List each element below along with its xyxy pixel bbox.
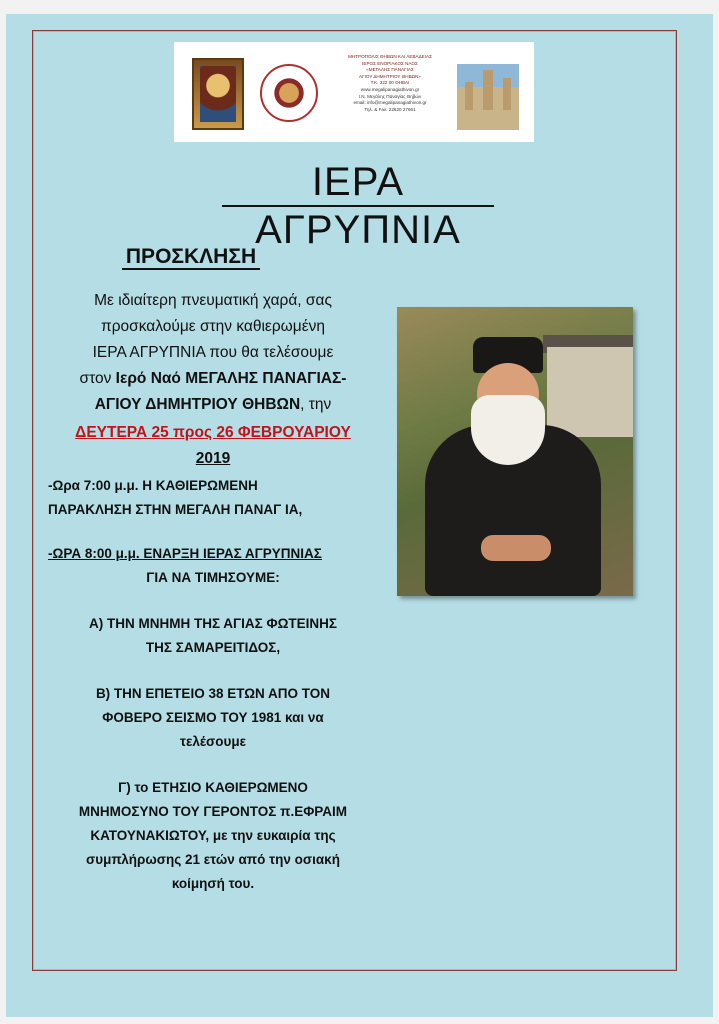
intro-line-1: Με ιδιαίτερη πνευματική χαρά, σας <box>94 292 332 309</box>
intro-line-5 <box>48 392 378 418</box>
event-date: ΔΕΥΤΕΡΑ 25 προς 26 ΦΕΒΡΟΥΑΡΙΟΥ <box>75 424 351 441</box>
church-photo <box>457 64 519 130</box>
church-seal-logo <box>260 64 318 122</box>
banner-line: ΑΓΙΟΥ ΔΗΜΗΤΡΙΟΥ ΘΗΒΩΝ» <box>359 73 421 79</box>
intro-line-5-post: , την <box>300 396 332 413</box>
item-c-line-1: Γ) το ΕΤΗΣΙΟ ΚΑΘΙΕΡΩΜΕΝΟ <box>118 780 308 795</box>
schedule-first: -Ωρα 7:00 μ.μ. Η ΚΑΘΙΕΡΩΜΕΝΗ <box>48 478 258 493</box>
item-b-line-3: τελέσουμε <box>179 734 247 749</box>
church-name-cont: ΑΓΙΟΥ ΔΗΜΗΤΡΙΟΥ ΘΗΒΩΝ <box>94 396 301 413</box>
banner-line: Ι.Ν. Μεγάλης Παναγίας Θηβών <box>358 93 422 99</box>
title-underline <box>222 205 494 207</box>
item-a-line-1: Α) ΤΗΝ ΜΝΗΜΗ ΤΗΣ ΑΓΙΑΣ ΦΩΤΕΙΝΗΣ <box>88 616 338 631</box>
intro-line-3: ΙΕΡΑ ΑΓΡΥΠΝΙΑ που θα τελέσουμε <box>92 344 334 361</box>
invitation-heading: ΠΡΟΣΚΛΗΣΗ <box>125 245 257 268</box>
item-b-line-1: Β) ΤΗΝ ΕΠΕΤΕΙΟ 38 ΕΤΩΝ ΑΠΟ ΤΟΝ <box>95 686 331 701</box>
page-title: ΙΕΡΑ ΑΓΡΥΠΝΙΑ <box>255 160 461 252</box>
banner-line: «ΜΕΓΑΛΗΣ ΠΑΝΑΓΙΑΣ <box>366 67 414 73</box>
item-b-line-2: ΦΟΒΕΡΟ ΣΕΙΣΜΟ ΤΟΥ 1981 και να <box>102 710 324 725</box>
intro-line-4-pre: στον <box>79 370 116 387</box>
banner-line: Τηλ. & Fax: 22620 27661 <box>364 106 416 112</box>
schedule-first-cont: ΠΑΡΑΚΛΗΣΗ ΣΤΗΝ ΜΕΓΑΛΗ ΠΑΝΑΓ ΙΑ, <box>48 502 303 517</box>
banner-line: www.megalipanagiathivon.gr <box>360 86 420 92</box>
icon-image <box>192 58 244 130</box>
banner-contact-text <box>330 54 450 113</box>
item-c-line-4: συμπλήρωσης 21 ετών από την οσιακή <box>86 852 340 867</box>
elder-portrait-photo <box>397 307 633 596</box>
schedule-second-cont: ΓΙΑ ΝΑ ΤΙΜΗΣΟΥΜΕ: <box>146 570 280 585</box>
schedule-second: -ΩΡΑ 8:00 μ.μ. ΕΝΑΡΞΗ ΙΕΡΑΣ ΑΓΡΥΠΝΙΑΣ <box>48 546 322 561</box>
banner-line: email: info@megalipanagiathivon.gr <box>353 100 427 106</box>
intro-line-2: προσκαλούμε στην καθιερωμένη <box>101 318 325 335</box>
banner-line: ΜΗΤΡΟΠΟΛΙΣ ΘΗΒΩΝ ΚΑΙ ΛΕΒΑΔΕΙΑΣ <box>348 54 432 59</box>
item-c-line-5: κοίμησή του. <box>171 876 255 891</box>
item-c-line-2: ΜΝΗΜΟΣΥΝΟ ΤΟΥ ΓΕΡΟΝΤΟΣ π.ΕΦΡΑΙΜ <box>78 804 348 819</box>
heading-underline <box>122 268 260 270</box>
banner-line: ΙΕΡΟΣ ΕΝΟΡΙΑΚΟΣ ΝΑΟΣ <box>362 60 418 66</box>
church-name: Ιερό Ναό ΜΕΓΑΛΗΣ ΠΑΝΑΓΙΑΣ- <box>115 370 347 387</box>
item-a-line-2: ΤΗΣ ΣΑΜΑΡΕΙΤΙΔΟΣ, <box>145 640 281 655</box>
event-year: 2019 <box>195 450 231 467</box>
item-c-line-3: ΚΑΤΟΥΝΑΚΙΩΤΟΥ, με την ευκαιρία της <box>90 828 336 843</box>
header-banner <box>174 42 534 142</box>
banner-line: Τ.Κ. 322 00 ΘΗΒΑΙ <box>370 80 410 86</box>
intro-line-4 <box>48 366 378 392</box>
